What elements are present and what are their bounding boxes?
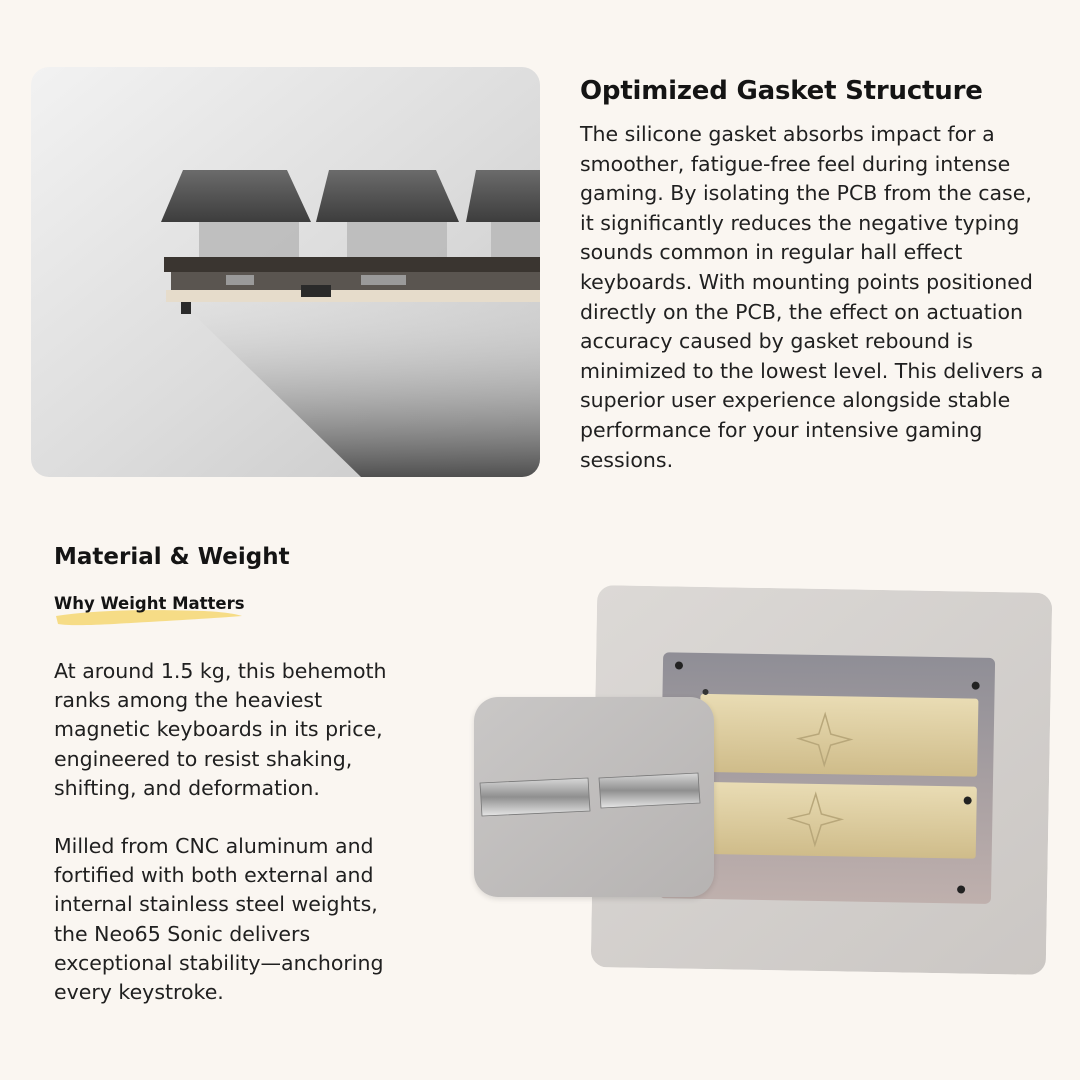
weight-paragraph-2: Milled from CNC aluminum and fortified with both external and internal stainless steel weights, the Neo65 Sonic delivers exceptional stability—anchoring every keystroke.: [54, 834, 384, 1005]
material-weight-title: Material & Weight: [54, 544, 290, 570]
weight-paragraph-1: At around 1.5 kg, this behemoth ranks among the heaviest magnetic keyboards in its price, engineered to resist shaking, shifting, and deformation.: [54, 659, 387, 800]
why-weight-matters-label: Why Weight Matters: [54, 594, 245, 613]
gasket-section-title: Optimized Gasket Structure: [580, 76, 983, 106]
gasket-cross-section-photo: [31, 67, 540, 477]
why-weight-matters-heading: [54, 594, 254, 630]
steel-weight-bars-photo: [474, 697, 714, 897]
gasket-section-body: The silicone gasket absorbs impact for a smoother, fatigue-free feel during intense gaming. By isolating the PCB from the case, it significantly reduces the negative typing sounds common in regular hall effect keyboards. With mounting points positioned directly on the PCB, the effect on actuation accuracy caused by gasket rebound is minimized to the lowest level. This delivers a superior user experience alongside stable performance for your intensive gaming sessions.: [580, 122, 1044, 472]
